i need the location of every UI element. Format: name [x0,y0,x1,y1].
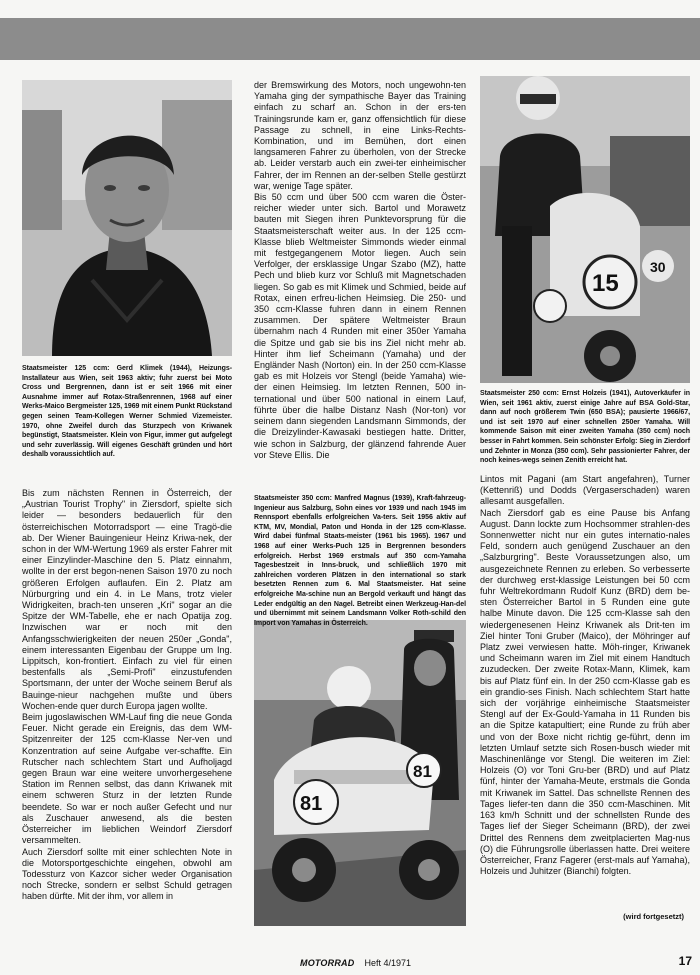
page-footer [300,958,411,968]
col3-paragraph-1: Lintos mit Pagani (am Start angefahren), Turner (Kettenriß) und Dodds (Vergaserschaden) waren allesamt ausgefallen. [480,474,690,507]
photo-rider-bike-15 [480,76,690,383]
continued-note: (wird fortgesetzt) [623,912,684,921]
header-band [0,18,700,60]
svg-text:81: 81 [413,762,432,781]
page-number: 17 [678,954,692,968]
col1-paragraph-2: Beim jugoslawischen WM-Lauf fing die neue Gonda Feuer. Nicht gerade ein Ereignis, das dem WM-Spitzenreiter der 125 ccm-Klasse Ner-ven und Konzentration auf seine Aufgabe ver-schaffte. Ein Rutscher nach schlechtem Start und Aufholjagd gegen Braun war eine weitere unvorhergesehene Station im Rennen selbst, das dann Kriwanek mit einem schweren Sturz in der letzten Runde beendete. So war er noch außer Gefecht und nur als Zuschauer anwesend, als die besten Österreicher im lieblichen Weindorf Ziersdorf versammelten. [22,712,232,846]
caption-holzeis: Staatsmeister 250 ccm: Ernst Holzeis (1941), Autoverkäufer in Wien, seit 1961 aktiv, zuerst einige Jahre auf BSA Gold-Star, dann auf noch größerem Twin (650 BSA); pausierte 1966/67, und ist seit 1970 auf einer schnellen 250er Yamaha. Will kommende Saison mit einer zweiten Yamaha (350 ccm) noch besser in Fahrt kommen. Sein schönster Erfolg: Sieg in Zierdorf und Zehnter in Monza (350 ccm). Sehr passionierter Fahrer, der noch keines-wegs seinen Zenith erreicht hat. [480,390,690,465]
article-column-1 [22,488,232,903]
photo-rider-portrait [22,80,232,356]
article-column-3 [480,474,690,877]
article-column-2 [254,80,466,461]
photo-rider-bike-81 [254,620,466,926]
col2-paragraph-2: Bis 50 ccm und über 500 ccm waren die Öster-reicher wieder unter sich. Bartol und Morawetz bauten mit Siegen ihren Punktevorsprung für die Staatsmeisterschaft weiter aus. In der 125 ccm-Klasse blieb Weltmeister Simmonds wieder einmal mit festgegangenem Motor liegen. Auch sein Verfolger, der ersklassige Ungar Szabo (MZ), hatte Pech und blieb kurz vor Schluß mit Magnetschaden liegen. So gab es mit Klimek und Schmied, beide auf Rotax, einen erfreu-lichen Heimsieg. Die 250- und 350 ccm-Klasse fuhren dann in einem Rennen zusammen. Der spätere Weltmeister Braun übernahm nach 4 Runden mit einer 350er Yamaha die Spitze und gab sie bis ins Ziel nicht mehr ab. Hinter ihm lief Scheimann (Yamaha) und der Engländer Nash (Norton) ein. In der 250 ccm-Klasse gab es mit Holzeis vor Stengl (beide Yamaha) wie-der einen Heimsieg. Im letzten Rennen, 500 in-ternational und über 500 national in einem Lauf, führte über die halbe Distanz Nash (Nor-ton) vor seinem dann siegenden Landsmann Simmonds, der die Dreizylinder-Kawasaki bestiegen hatte. Dritter, wie schon in Salzburg, der glänzend fahrende Auer vor Steve Ellis. Die [254,192,466,460]
svg-text:30: 30 [650,259,666,275]
caption-magnus: Staatsmeister 350 ccm: Manfred Magnus (1939), Kraft-fahrzeug-Ingenieur aus Salzburg, Sohn eines vor 1939 und nach 1945 im Rennsport ebenfalls erfolgreichen Va-ters. Seit 1956 aktiv auf KTM, MV, Mondial, Paton und Honda in der 125 ccm-Klasse. Wird dabei fünfmal Staats-meister (1961 bis 1965). 1967 und 1968 auf einer Werks-Puch 125 in Bergrennen besonders erfolgreich. Herbst 1969 erstmals auf 350 ccm-Yamaha Tagesbestzeit in Inns-bruck, und schließlich 1970 mit zahlreichen vorderen Plätzen in den international so stark besetzten Rennen zum 6. Mal Staatsmeister. Hat seine erfolgreiche Ma-schine nun an Bergold verkauft und hängt das Leder endgültig an den Nagel. Betreibt einen Werkzeug-Han-del und übernimmt mit seinem Landsmann Volker Roth-schild den Import von Yamahas in Österreich. [254,495,466,627]
svg-text:15: 15 [592,270,619,297]
caption-klimek: Staatsmeister 125 ccm: Gerd Klimek (1944), Heizungs-Installateur aus Wien, seit 1963 aktiv; fuhr zuerst bei Moto Cross und Bergrennen, dann ist er seit 1966 mit einer Ausnahme immer auf Rotax-Straßenrennen, 1968 auf einer Werks-Maico Bergmeister 125, 1969 mit einem Punkt Rückstand gegen seinen Team-Kollegen Werner Schmied Vizemeister. 1970, ohne Zweifel durch das Sturzpech von Kriwanek begünstigt, Staatsmeister. Klein von Figur, immer gut aufgelegt und sehr zuverlässig. Will eigenes Geschäft gründen und hört deshalb voraussichtlich auf. [22,365,232,459]
bike-81-illustration [254,620,466,926]
col1-paragraph-1: Bis zum nächsten Rennen in Österreich, der „Austrian Tourist Trophy" in Ziersdorf, spielte sich leider — besonders bedauerlich für den österreichischen Motorradsport — eine Tragö-die ab. Der Wiener Bauingenieur Heinz Kriwa-nek, der schon in der WM-Wertung 1969 als erster Fahrer mit einer Einzylinder-Maschine den 5. Platz einnahm, wollte in der erst begon-nenen Saison 1970 zu noch größeren Erfolgen auflaufen. Ein 2. Platz am Nürburgring und ein 4. in Le Mans, trotz vieler Widrigkeiten, brach-ten unseren „Kri" sogar an die Spitze der WM-Tabelle, ehe er nach Opatija zog. Inzwischen war er noch mit den Anfangsschwierigkeiten der neuen 250er „Gonda", einem interessanten Eigenbau der Gruppe um Ing. Lippitsch, kon-frontiert. Einfach zu viel für einen bestenfalls als „Semi-Profi" einzustufenden Sportsmann, der unter der Woche seinem Beruf als Bauinge-nieur nachgehen mußte und übers Wochen-ende quer durch Europa jagen wollte. [22,488,232,711]
svg-text:81: 81 [300,793,323,815]
portrait-illustration [22,80,232,356]
col2-paragraph-1: der Bremswirkung des Motors, noch ungewohn-ten Yamaha ging der sympathische Bayer das Training einfach zu scharf an. Schon in der ers-ten Trainingsrunde kam er, ganz offensichtlich für diese Passage zu schnell, in eine Links-Rechts-Kombination, und im Bemühen, dort einen langsameren Fahrer zu überholen, von der Strecke ab. Leider verstarb auch ein zwei-ter einheimischer Fahrer, der im Rennen an der-selben Stelle gestürzt war, wenige Tage später. [254,80,466,191]
magazine-name: MOTORRAD [300,958,355,968]
col1-paragraph-3: Auch Ziersdorf sollte mit einer schlechten Note in die Motorsportgeschichte eingehen, obwohl am Todessturz von Kazcor sicher weder Organisation noch Strecke, sondern er selbst Schuld getragen haben dürfte. Mit der ihm, vor allem in [22,846,232,902]
col3-paragraph-2: Nach Ziersdorf gab es eine Pause bis Anfang August. Dann lockte zum Hochsommer strahlen-des Sonnenwetter nicht nur ein gutes internatio-nales Feld, sondern auch genügend Zuschauer an den „Salzburgring". Beste Voraussetzungen also, um ausgezeichnete Rennen zu erleben. So verbesserte der durchweg erst-klassige Leistungen bei 50 ccm fuhr Weltrekordmann Rudolf Kunz (BRD) dem be-sten Österreicher Bartol in 5 Runden eine gute halbe Minute davon. Die 125 ccm-Klasse sah den wiedergenesenen Heinz Kriwanek als Drit-ten im Ziel hinter Toni Gruber (Maico), der Möhringer auf Platz zwei verwiesen hatte. Möh-ringer, Kriwanek und Scheimann waren im Ziel mit einem Handtuch zuzudecken. Der zweite Rotax-Mann, Klimek, kam bis auf Platz fünf ein. In der 250 ccm-Klasse gab es ein grandio-ses Finish. Nach schlechtem Start hatte sich der vorjährige einheimische Staatsmeister Stengl auf der Ex-Gould-Yamaha in 11 Runden bis an die Spitze katapultiert; eine Runde zu früh aber und von der Boxe nicht richtig ge-führt, denn im letzten Umlauf setzte sich Rosen-busch wieder mit Maschinenlänge vor Stengl. Die weiteren im Ziel: Holzeis (O) vor Toni Gru-ber (BRD) und auf Platz fünf, hinter der Yamaha-Meute, erstmals die Gonda mit Kriwanek im Sattel. Das schnellste Rennen des Tages liefer-ten dann die 350 ccm-Maschinen. Mit 163 km/h Schnitt und der schnellsten Runde des Tages lief der Sieger Scheimann (BRD), der zwei Drittel des Rennens dem zweitplacierten Mag-nus (O) die Führungsrolle überlassen hatte. Drei weitere Österreicher, Franz Fagerer (erst-mals auf Yamaha), Holzeis und Juhitzer (Bianchi) folgten. [480,507,690,877]
issue-number: Heft 4/1971 [364,958,411,968]
bike-15-illustration [480,76,690,383]
